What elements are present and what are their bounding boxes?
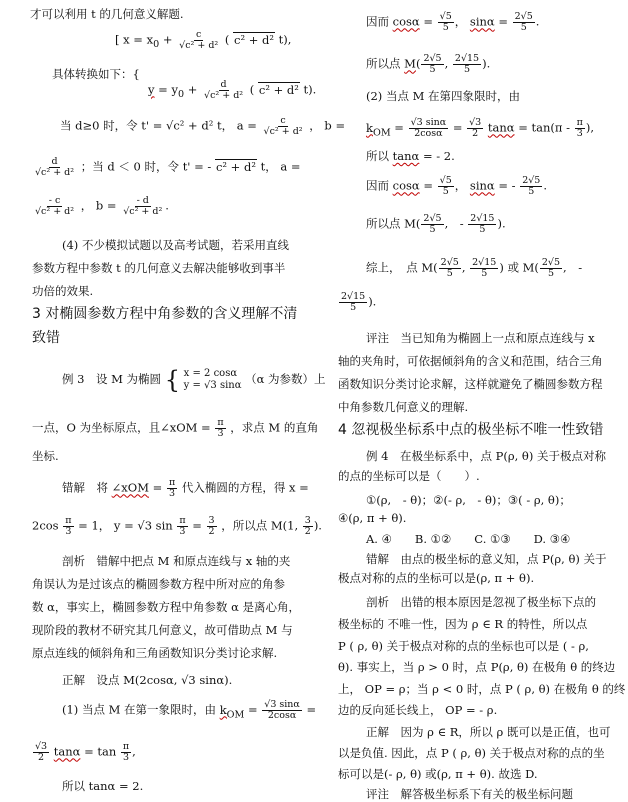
text-line: 所以 tanα = 2.: [62, 779, 144, 793]
fraction: $\frac{2√15}{5}$: [454, 53, 480, 75]
fraction: $\frac{2√15}{5}$: [472, 257, 497, 279]
equation: y = √3 sinα: [183, 380, 242, 391]
text-line: 功倍的效果.: [32, 284, 94, 298]
text-line: 评注 解答极坐标系下有关的极坐标问题: [366, 787, 573, 801]
fraction: $\frac{2√5}{5}$: [541, 257, 561, 279]
fraction: $\frac{2√5}{5}$: [514, 11, 533, 33]
answer-options: A. ④ B. ①② C. ①③ D. ③④: [366, 532, 571, 546]
fraction: $\frac{2√5}{5}$: [440, 257, 459, 279]
text-line: P ( ρ, θ) 关于极点对称的点的坐标也可以是 ( - ρ,: [338, 639, 589, 653]
fraction: $\frac{\pi}{3}$: [576, 117, 583, 139]
text-line: 参数方程中参数 t 的几何意义去解决能够收到事半: [32, 261, 286, 275]
formula-line: $\frac{2√15}{5}$ ).: [341, 291, 377, 313]
text-line: 剖析 出错的根本原因是忽视了极坐标下点的: [366, 595, 596, 609]
example-suffix: （α 为参数）上: [245, 372, 326, 386]
fraction: $\frac{2√5}{5}$: [423, 53, 442, 75]
text-line: 以是负值. 因此，点 P ( ρ, θ) 关于极点对称的点的坐: [338, 746, 605, 760]
text-line: 正解 因为 ρ ∈ R，所以 ρ 既可以是正值，也可: [366, 725, 611, 739]
section-heading: 致错: [32, 330, 60, 346]
text-line: 上， OP = ρ；当 ρ < 0 时，点 P ( ρ, θ) 在极角 θ 的终: [338, 682, 626, 696]
formula-line: 因而 cosα = $\frac{√5}{5}$ ， sinα = - $\frac{2√5}{5}$ .: [366, 175, 547, 197]
text-line: ④(ρ, π + θ).: [338, 511, 407, 525]
text-line: (4) 不少模拟试题以及高考试题，若采用直线: [62, 238, 289, 252]
formula-line: $\frac{- c}{\text{√c² + d²}}$ ， b = $\frac{- d}{\text{√c² + d²}}$ .: [35, 195, 169, 217]
formula-line: 一点，O 为坐标原点，且∠xOM = $\frac{\pi}{3}$ ，求点 M 的直角: [32, 417, 319, 439]
text-line: 剖析 错解中把点 M 和原点连线与 x 轴的夹: [62, 554, 291, 568]
text-line: 坐标.: [32, 449, 59, 463]
formula-line: $k_{OM}$ = $\frac{√3 \sin\alpha}{2\cos\alpha}$ = $\frac{√3}{2}$ tanα = tan(π - $\frac{\pi}{3}$ ),: [366, 117, 595, 139]
formula-line: $\frac{√3}{2}$ tanα = tan $\frac{\pi}{3}$ ,: [35, 741, 136, 763]
brace: {: [164, 366, 180, 394]
fraction: $\frac{- d}{\text{√c² + d²}}$: [123, 195, 163, 217]
fraction: $\frac{\pi}{3}$: [122, 741, 130, 763]
fraction: $\frac{\pi}{3}$: [168, 477, 176, 499]
brace: [: [115, 32, 120, 47]
example-line: [62, 368, 326, 392]
fraction: $\frac{√3}{2}$: [35, 741, 48, 763]
fraction: $\frac{√5}{5}$: [439, 175, 452, 197]
text-line: 错解 由点的极坐标的意义知，点 P(ρ, θ) 关于: [366, 552, 607, 566]
fraction: $\frac{2√5}{5}$: [522, 175, 541, 197]
formula-line: [ $x = x_0$ + $\frac{c}{\text{√c² + d²}}$ ( c² + d² t),: [115, 29, 292, 51]
text-line: 函数知识分类讨论求解，这样就避免了椭圆参数方程: [338, 377, 603, 391]
formula-line: 所以 tanα = - 2.: [366, 149, 455, 163]
text-line: 轴的夹角时，可依据倾斜角的含义和范围，结合三角: [338, 354, 603, 368]
text-line: (2) 当点 M 在第四象限时，由: [366, 89, 521, 103]
fraction: $\frac{2√5}{5}$: [423, 213, 442, 235]
formula-line: 2cos $\frac{\pi}{3}$ = 1， y = √3 sin $\frac{\pi}{3}$ = $\frac{3}{2}$ ，所以点 M(1, $\frac{3}{2}$ ).: [32, 515, 322, 537]
text-line: 的点的坐标可以是（ ）.: [338, 469, 480, 483]
fraction: $\frac{d}{\text{√c² + d²}}$: [35, 156, 75, 178]
text-line: 现阶段的教材不研究其几何意义，故可借助点 M 与: [32, 623, 293, 637]
text-line: 具体转换如下：{: [52, 67, 140, 81]
text-line: 才可以利用 t 的几何意义解题.: [30, 7, 184, 21]
text-line: 中角参数几何意义的理解.: [338, 400, 469, 414]
fraction: $\frac{\pi}{3}$: [179, 515, 186, 537]
section-heading: 4 忽视极坐标系中点的极坐标不唯一性致错: [338, 422, 604, 438]
section-heading: 3 对椭圆参数方程中角参数的含义理解不清: [32, 306, 298, 322]
fraction: $\frac{2√15}{5}$: [341, 291, 366, 313]
text-line: 边的反向延长线上， OP = - ρ.: [338, 703, 498, 717]
fraction: $\frac{√3 \sin\alpha}{2\cos\alpha}$: [264, 699, 300, 721]
formula-line: 当 d≥0 时，令 t' = √c² + d² t， a = $\frac{c}{\text{√c² + d²}}$ ， b =: [60, 115, 346, 137]
formula-line: 所以点 M( $\frac{2√5}{5}$ , $\frac{2√15}{5}$ ).: [366, 53, 491, 75]
text-line: 极坐标的 不唯一性，因为 ρ ∈ R 的特性，所以点: [338, 617, 588, 631]
fraction: $\frac{c}{\text{√c² + d²}}$: [179, 29, 219, 51]
text-line: 例 4 在极坐标系中，点 P(ρ, θ) 关于极点对称: [366, 449, 606, 463]
fraction: $\frac{√3 \sin\alpha}{2\cos\alpha}$: [410, 117, 447, 139]
text-line: ①(ρ, - θ)；②(- ρ, - θ)；③( - ρ, θ)；: [366, 493, 571, 507]
equation-system: [184, 368, 242, 392]
fraction: $\frac{\pi}{3}$: [217, 417, 224, 439]
fraction: $\frac{\pi}{3}$: [65, 515, 72, 537]
text-line: 原点连线的倾斜角和三角函数知识分类讨论求解.: [32, 646, 278, 660]
formula-line: 错解 将 ∠xOM = $\frac{\pi}{3}$ 代入椭圆的方程，得 x =: [62, 477, 309, 499]
text-line: 评注 当已知角为椭圆上一点和原点连线与 x: [366, 331, 595, 345]
fraction: $\frac{√3}{2}$: [469, 117, 482, 139]
formula-line: 所以点 M( $\frac{2√5}{5}$ , - $\frac{2√15}{5}$ ).: [366, 213, 506, 235]
text-line: 角误认为是过该点的椭圆参数方程中所对应的角参: [32, 577, 285, 591]
formula-line: (1) 当点 M 在第一象限时，由 $k_{OM}$ = $\frac{√3 \sin\alpha}{2\cos\alpha}$ =: [62, 699, 317, 721]
fraction: $\frac{d}{\text{√c² + d²}}$: [204, 79, 244, 101]
fraction: $\frac{- c}{\text{√c² + d²}}$: [35, 195, 75, 217]
text-line: 数 α，事实上，椭圆参数方程中角参数 α 是离心角，: [32, 600, 300, 614]
text-line: θ). 事实上，当 ρ > 0 时，点 P(ρ, θ) 在极角 θ 的终边: [338, 660, 616, 674]
fraction: $\frac{2√15}{5}$: [470, 213, 495, 235]
text-line: 正解 设点 M(2cosα, √3 sinα).: [62, 673, 233, 687]
formula-line: 因而 cosα = $\frac{√5}{5}$ ， sinα = $\frac{2√5}{5}$ .: [366, 11, 540, 33]
formula-line: 综上， 点 M( $\frac{2√5}{5}$ , $\frac{2√15}{5}$ ) 或 M( $\frac{2√5}{5}$ , -: [366, 257, 583, 279]
formula-line: $y = y_0$ + $\frac{d}{\text{√c² + d²}}$ ( c² + d² t).: [148, 79, 317, 101]
fraction: $\frac{√5}{5}$: [439, 11, 452, 33]
text-line: 极点对称的点的坐标可以是(ρ, π + θ).: [338, 571, 535, 585]
fraction: $\frac{c}{\text{√c² + d²}}$: [263, 115, 303, 137]
fraction: $\frac{3}{2}$: [304, 515, 311, 537]
formula-line: $\frac{d}{\text{√c² + d²}}$ ；当 d ＜ 0 时，令 t' = - c² + d² t， a =: [35, 156, 301, 178]
fraction: $\frac{3}{2}$: [208, 515, 215, 537]
example-label: 例 3 设 M 为椭圆: [62, 372, 162, 386]
equation: x = 2 cosα: [183, 368, 238, 379]
text-line: 标可以是(- ρ, θ) 或(ρ, π + θ). 故选 D.: [338, 767, 538, 781]
